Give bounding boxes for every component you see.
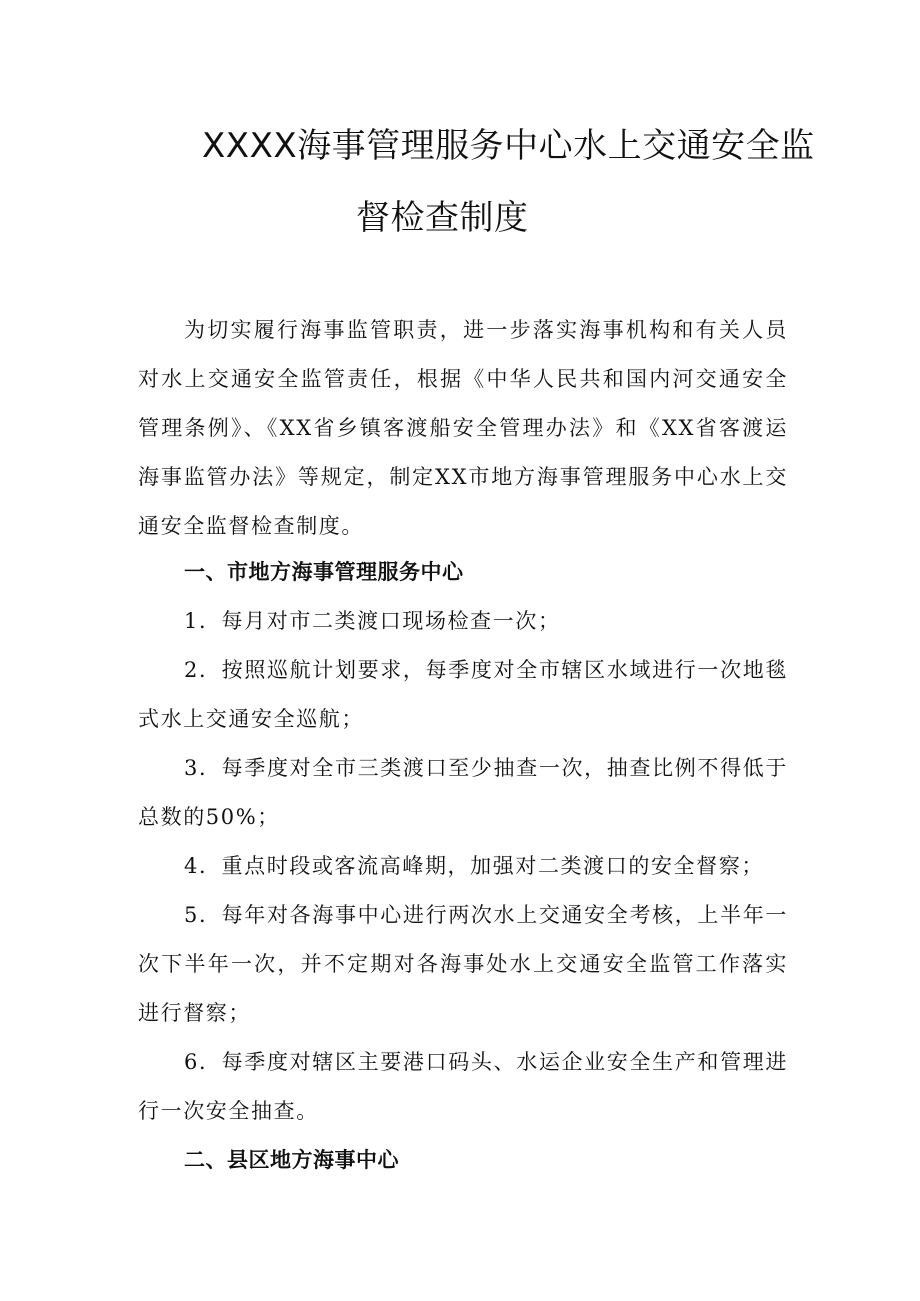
- intro-block: [138, 306, 788, 551]
- section-1-item-5: 5．每年对各海事中心进行两次水上交通安全考核，上半年一次下半年一次，并不定期对各海事处水上交通安全监管工作落实进行督察；: [138, 903, 788, 1025]
- section-1-heading: 一、市地方海事管理服务中心: [184, 560, 464, 584]
- document-title-line-1: XXXX海事管理服务中心水上交通安全监: [202, 126, 815, 166]
- section-1: [138, 548, 788, 1136]
- section-1-item-2: 2．按照巡航计划要求，每季度对全市辖区水域进行一次地毯式水上交通安全巡航；: [138, 658, 788, 731]
- section-1-item-4: 4．重点时段或客流高峰期，加强对二类渡口的安全督察；: [184, 854, 764, 878]
- document-title-line-2: 督检查制度: [356, 198, 529, 238]
- section-1-item-3: 3．每季度对全市三类渡口至少抽查一次，抽查比例不得低于总数的50%；: [138, 756, 788, 829]
- section-2-heading: 二、县区地方海事中心: [184, 1148, 399, 1172]
- intro-paragraph: 为切实履行海事监管职责，进一步落实海事机构和有关人员对水上交通安全监管责任，根据《中华人民共和国内河交通安全管理条例》、《XX省乡镇客渡船安全管理办法》和《XX省客渡运海事监管办法》等规定，制定XX市地方海事管理服务中心水上交通安全监督检查制度。: [138, 318, 788, 538]
- section-1-item-6: 6．每季度对辖区主要港口码头、水运企业安全生产和管理进行一次安全抽查。: [138, 1050, 788, 1123]
- section-2: [138, 1136, 788, 1185]
- section-1-item-1: 1．每月对市二类渡口现场检查一次；: [184, 609, 561, 633]
